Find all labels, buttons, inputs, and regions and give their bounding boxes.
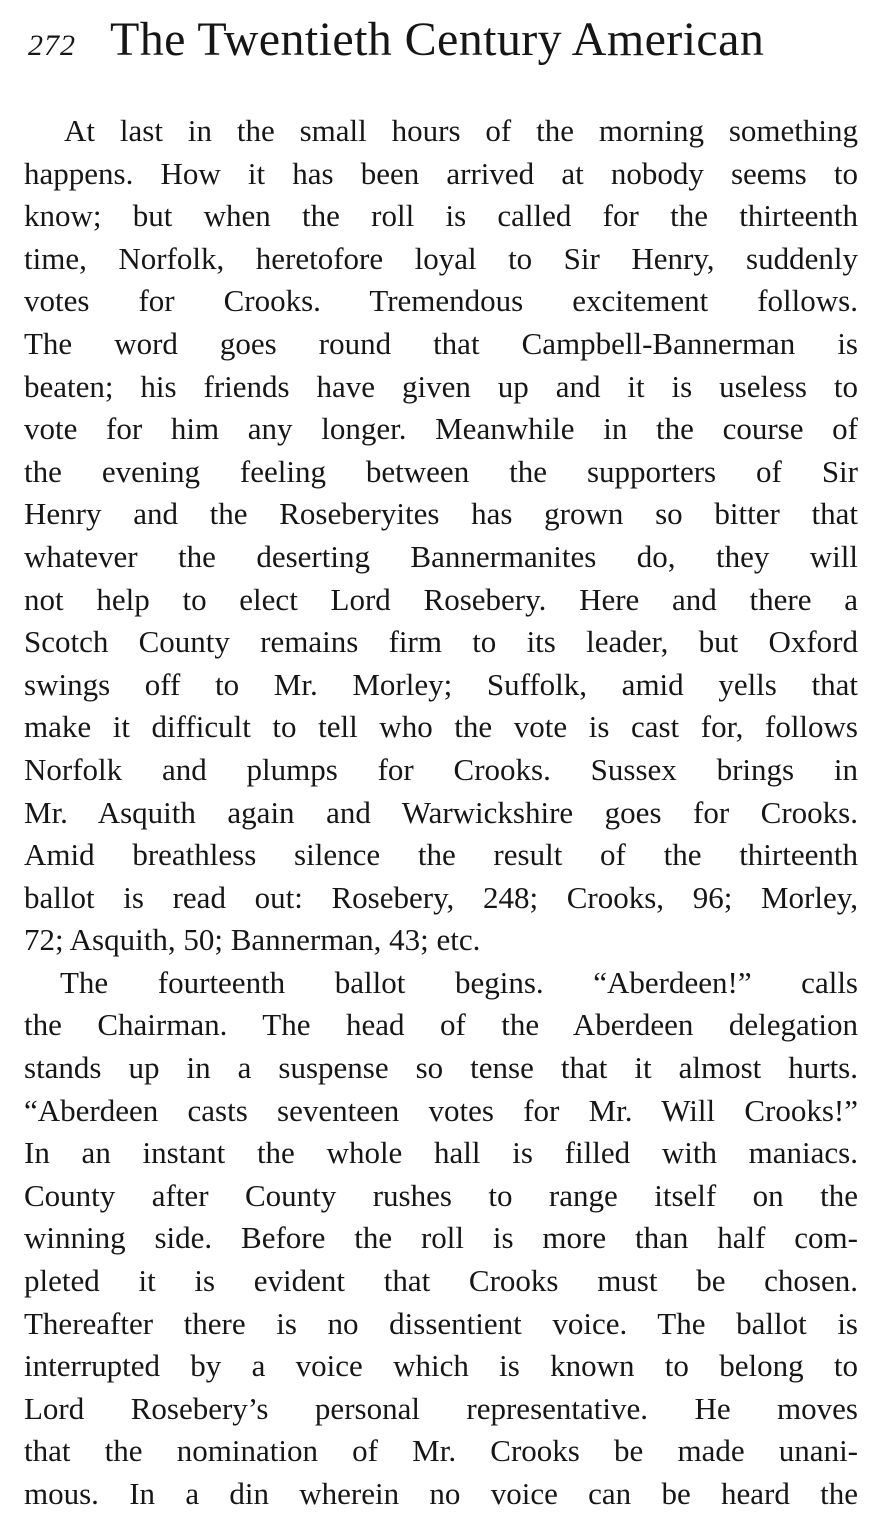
text-line: the evening feeling between the supporters of Sir	[24, 453, 858, 489]
text-line: make it difficult to tell who the vote is cast for, follows	[24, 709, 858, 745]
text-line: Lord Rosebery’s personal representative. He moves	[24, 1390, 858, 1426]
text-line: beaten; his friends have given up and it is useless to	[24, 368, 858, 404]
text-line: County after County rushes to range itself on the	[24, 1177, 858, 1213]
text-line: mous. In a din wherein no voice can be heard the	[24, 1476, 858, 1511]
text-line: Henry and the Roseberyites has grown so bitter that	[24, 496, 858, 532]
paragraph-2	[24, 962, 858, 1516]
body-text	[24, 110, 858, 1516]
text-line: know; but when the roll is called for the thirteenth	[24, 198, 858, 234]
text-line: not help to elect Lord Rosebery. Here and there a	[24, 581, 858, 617]
text-line: Norfolk and plumps for Crooks. Sussex brings in	[24, 751, 858, 787]
paragraph-1	[24, 110, 858, 962]
text-line: The word goes round that Campbell-Bannerman is	[24, 325, 858, 361]
text-line: votes for Crooks. Tremendous excitement follows.	[24, 283, 858, 319]
text-line: At last in the small hours of the morning something	[64, 113, 858, 148]
text-line: winning side. Before the roll is more than half com-	[24, 1220, 858, 1256]
text-line: happens. How it has been arrived at nobody seems to	[24, 155, 858, 191]
text-line: vote for him any longer. Meanwhile in the course of	[24, 411, 858, 447]
text-line: the Chairman. The head of the Aberdeen delegation	[24, 1007, 858, 1043]
text-line: “Aberdeen casts seventeen votes for Mr. Will Crooks!”	[24, 1092, 858, 1128]
text-line: that the nomination of Mr. Crooks be made unani-	[24, 1433, 858, 1469]
text-line: Mr. Asquith again and Warwickshire goes for Crooks.	[24, 794, 858, 830]
text-line: swings off to Mr. Morley; Suffolk, amid yells that	[24, 666, 858, 702]
text-line: Scotch County remains firm to its leader, but Oxford	[24, 624, 858, 660]
running-title: The Twentieth Century American	[110, 13, 765, 66]
text-line: Thereafter there is no dissentient voice. The ballot is	[24, 1305, 858, 1341]
text-line: 72; Asquith, 50; Bannerman, 43; etc.	[24, 922, 481, 958]
text-line: Amid breathless silence the result of the thirteenth	[24, 837, 858, 873]
page-number: 272	[28, 29, 76, 62]
text-line: whatever the deserting Bannermanites do, they will	[24, 538, 858, 574]
running-header	[28, 12, 858, 72]
text-line: stands up in a suspense so tense that it almost hurts.	[24, 1050, 858, 1086]
text-line: In an instant the whole hall is filled with maniacs.	[24, 1135, 858, 1171]
text-line: pleted it is evident that Crooks must be chosen.	[24, 1263, 858, 1299]
text-line: ballot is read out: Rosebery, 248; Crooks, 96; Morley,	[24, 879, 858, 915]
text-line: The fourteenth ballot begins. “Aberdeen!” calls	[60, 964, 858, 1000]
text-line: interrupted by a voice which is known to belong to	[24, 1348, 858, 1384]
text-line: time, Norfolk, heretofore loyal to Sir Henry, suddenly	[24, 240, 858, 276]
